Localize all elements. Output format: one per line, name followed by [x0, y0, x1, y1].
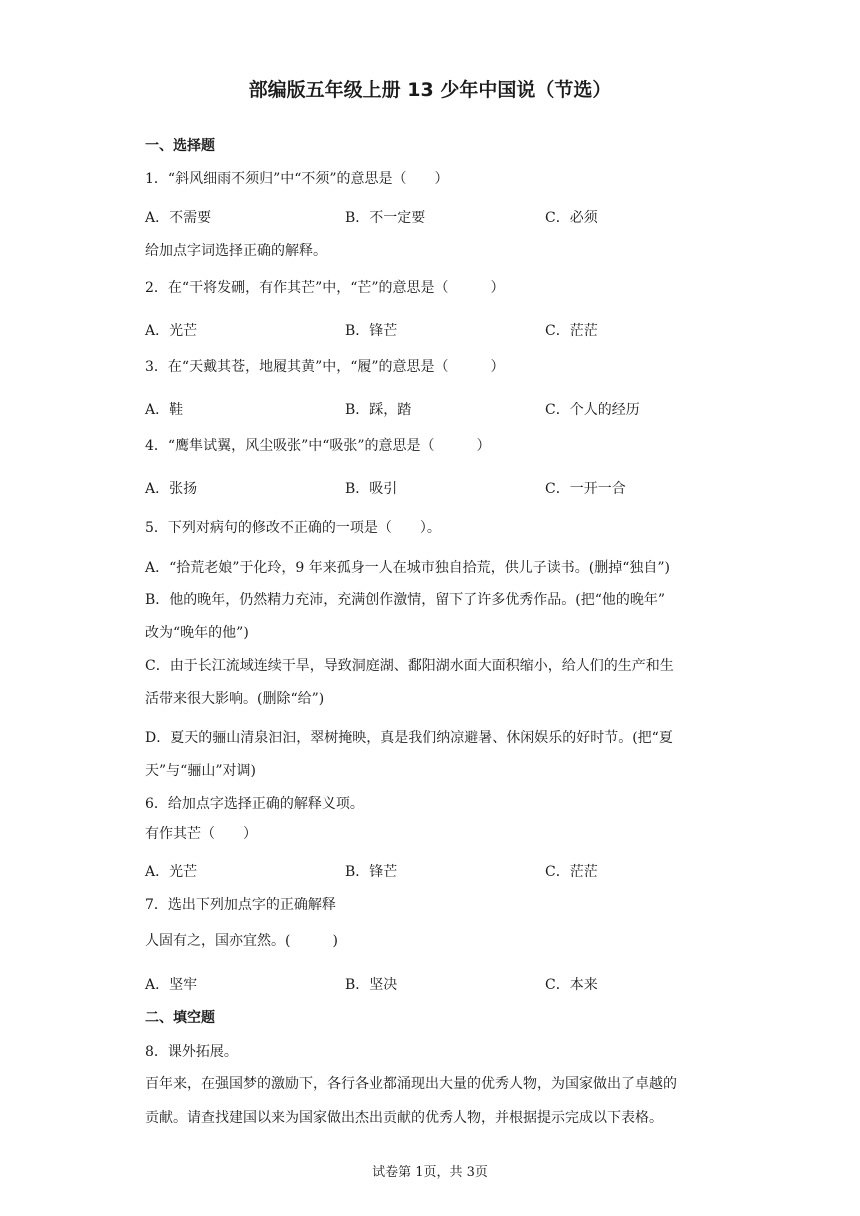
question-5-line: B．他的晚年，仍然精力充沛，充满创作激情，留下了许多优秀作品。(把“他的晚年”	[145, 592, 666, 608]
question-2-stem: 2．在“干将发硎，有作其芒”中，“芒”的意思是（ ）	[145, 280, 505, 296]
question-4-option-a: A．张扬	[145, 481, 198, 497]
question-6-option-a: A．光芒	[145, 864, 198, 880]
question-4-stem: 4．“鹰隼试翼，风尘吸张”中“吸张”的意思是（ ）	[145, 438, 491, 454]
question-3-option-a: A．鞋	[145, 402, 184, 418]
section-heading-fill: 二、填空题	[145, 1010, 215, 1026]
question-1-option-c: C．必须	[545, 210, 598, 226]
section-heading-choice: 一、选择题	[145, 138, 215, 154]
question-6-option-c: C．茫茫	[545, 864, 598, 880]
question-2-option-c: C．茫茫	[545, 323, 598, 339]
question-7-option-b: B．坚决	[345, 977, 398, 993]
question-3-option-b: B．踩，踏	[345, 402, 412, 418]
question-6-stem: 6．给加点字选择正确的解释义项。	[145, 796, 364, 812]
question-1-option-b: B．不一定要	[345, 210, 426, 226]
page-footer: 试卷第 1页，共 3页	[372, 1165, 488, 1180]
question-6-option-b: B．锋芒	[345, 864, 398, 880]
question-2-option-b: B．锋芒	[345, 323, 398, 339]
question-1-option-a: A．不需要	[145, 210, 212, 226]
question-8-line: 百年来，在强国梦的激励下，各行各业都涌现出大量的优秀人物，为国家做出了卓越的	[145, 1076, 677, 1092]
question-7-option-a: A．坚牢	[145, 977, 198, 993]
question-3-option-c: C．个人的经历	[545, 402, 640, 418]
question-5-stem: 5．下列对病句的修改不正确的一项是（ ）。	[145, 520, 441, 536]
question-5-line: D．夏天的骊山清泉汩汩，翠树掩映，真是我们纳凉避暑、休闲娱乐的好时节。(把“夏	[145, 730, 673, 746]
question-2-option-a: A．光芒	[145, 323, 198, 339]
question-7-subject: 人固有之，国亦宜然。( )	[145, 933, 338, 949]
question-7-stem: 7．选出下列加点字的正确解释	[145, 897, 336, 913]
question-5-line: 活带来很大影响。(删除“给”)	[145, 691, 325, 707]
question-7-option-c: C．本来	[545, 977, 598, 993]
instruction-text: 给加点字词选择正确的解释。	[145, 243, 327, 259]
page-title: 部编版五年级上册 13 少年中国说（节选）	[248, 79, 612, 101]
question-1-stem: 1．“斜风细雨不须归”中“不须”的意思是（ ）	[145, 171, 449, 187]
question-8-line: 贡献。请查找建国以来为国家做出杰出贡献的优秀人物，并根据提示完成以下表格。	[145, 1110, 663, 1126]
question-5-line: 天”与“骊山”对调)	[145, 763, 256, 779]
question-3-stem: 3．在“天戴其苍，地履其黄”中，“履”的意思是（ ）	[145, 359, 505, 375]
question-5-line: 改为“晚年的他”)	[145, 625, 249, 641]
question-4-option-b: B．吸引	[345, 481, 398, 497]
question-5-line: A．“拾荒老娘”于化玲，9 年来孤身一人在城市独自拾荒，供儿子读书。(删掉“独自”)	[145, 560, 671, 576]
question-5-line: C．由于长江流域连续干旱，导致洞庭湖、鄱阳湖水面大面积缩小，给人们的生产和生	[145, 658, 674, 674]
question-4-option-c: C．一开一合	[545, 481, 626, 497]
question-8-stem: 8．课外拓展。	[145, 1044, 238, 1060]
question-6-subject: 有作其芒（ ）	[145, 826, 257, 842]
